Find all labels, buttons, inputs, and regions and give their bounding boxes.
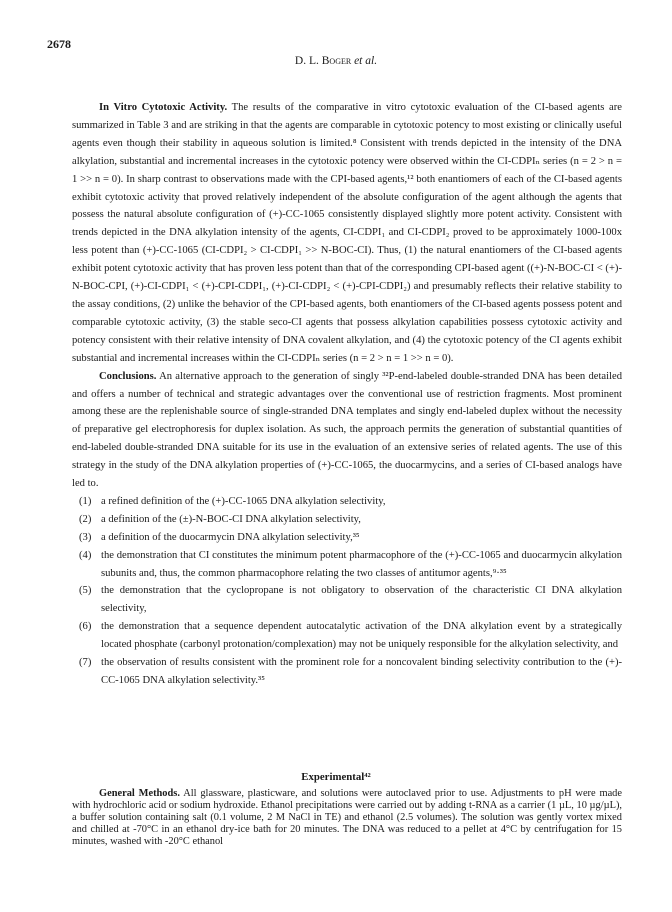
list-item xyxy=(72,547,622,583)
list-item-number: (3) xyxy=(79,531,92,543)
experimental-title: Experimental⁴² xyxy=(301,771,371,783)
list-item-number: (4) xyxy=(79,549,92,561)
list-item-text: a definition of the duocarmycin DNA alkylation selectivity,³⁵ xyxy=(101,531,360,543)
list-item-number: (1) xyxy=(79,495,92,507)
list-item xyxy=(72,529,622,547)
conclusions-paragraph xyxy=(72,368,622,493)
list-item-text: the demonstration that a sequence dependent autocatalytic activation of the DNA alkylation event by a strategically located phosphate (carbonyl protonation/complexation) may not be uniquely responsible for the alkylation selectivity, and xyxy=(101,621,622,651)
cytotoxic-heading: In Vitro Cytotoxic Activity. xyxy=(99,102,228,113)
list-item-number: (7) xyxy=(79,657,92,669)
list-item-number: (6) xyxy=(79,621,92,633)
list-item-number: (2) xyxy=(79,513,92,525)
list-item xyxy=(72,511,622,529)
list-item-text: the demonstration that the cyclopropane is not obligatory to observation of the characteristic CI DNA alkylation selectivity, xyxy=(101,585,622,615)
running-header xyxy=(0,55,672,67)
experimental-body xyxy=(72,788,622,848)
list-item xyxy=(72,582,622,618)
list-item-number: (5) xyxy=(79,585,92,597)
cytotoxic-paragraph xyxy=(72,99,622,368)
conclusions-heading: Conclusions. xyxy=(99,370,157,382)
conclusions-text: An alternative approach to the generation of singly ³²P-end-labeled double-stranded DNA has been detailed and offers a number of technical and strategic advantages over the conventional use of restriction fragments. Most prominent among these are the replenishable source of single-stranded DNA templates and singly end-labeled duplex without the necessity of preparative gel electrophoresis for duplex isolation. As such, the approach permits the generation of substantial quantities of end-labeled double-stranded DNA suitable for its use in the evaluation of an extensive series of related agents. The use of this strategy in the study of the DNA alkylation properties of (+)-CC-1065, the duocarmycins, and a series of CI-based analogs have led to. xyxy=(72,370,622,490)
list-item xyxy=(72,493,622,511)
list-item xyxy=(72,654,622,690)
list-item-text: the demonstration that CI constitutes the minimum potent pharmacophore of the (+)-CC-1065 and duocarmycin alkylation subunits and, thus, the common pharmacophore relating the two classes of antitumor agents,⁹·³⁵ xyxy=(101,549,622,579)
running-header-et-al: et al. xyxy=(351,55,378,67)
page-number: 2678 xyxy=(47,37,71,51)
running-header-initials: D. L. xyxy=(294,55,322,67)
cytotoxic-text: The results of the comparative in vitro cytotoxic evaluation of the CI-based agents are summarized in Table 3 and are striking in that the agents are comparable in cytotoxic potency to most existing or clinically useful agents even though their stability in aqueous solution is limited.⁸ Consistent with trends depicted in the intensity of the DNA alkylation, substantial and incremental increases in the cytotoxic potency were observed within the CI-CDPIₙ series (n = 2 > n = 1 >> n = 0). In sharp contrast to observations made with the CPI-based agents,¹² both enantiomers of each of the CI-based agents exhibit cytotoxic activity that proved relatively independent of the absolute configuration of the agent although the agents that possess the natural absolute configuration of (+)-CC-1065 consistently displayed slightly more potent activity. Consistent with trends depicted in the DNA alkylation intensity of the agents, CI-CDPI₁ and CI-CDPI₂ proved to be approximately 1000-100x less potent than (+)-CC-1065 (CI-CDPI₂ > CI-CDPI₁ >> N-BOC-CI). Thus, (1) the natural enantiomers of the CI-based agents exhibit potent cytotoxic activity that has proven less potent than that of the corresponding CPI-based agent ((+)-N-BOC-CI < (+)-N-BOC-CPI, (+)-CI-CDPI₁ < (+)-CPI-CDPI₁, (+)-CI-CDPI₂ < (+)-CPI-CDPI₂) and presumably reflects their relative stability to the assay conditions, (2) unlike the behavior of the CPI-based agents, both enantiomers of the CI-based agents possess potent and comparable cytotoxic activity, (3) the stable seco-CI agents that possess alkylation capabilities possess cytotoxic activity and potency consistent with their relative intensity of DNA covalent alkylation, and (4) the cytotoxic potency of the CI agents exhibit substantial and incremental increases within the CI-CDPIₙ series (n = 2 > n = 1 >> n = 0). xyxy=(72,102,622,364)
conclusions-list xyxy=(72,493,622,690)
general-methods-text: All glassware, plasticware, and solutions were autoclaved prior to use. Adjustments to pH were made with hydrochloric acid or sodium hydroxide. Ethanol precipitations were carried out by adding t-RNA as a carrier (1 µL, 10 µg/µL), a buffer solution containing salt (0.1 volume, 2 M NaCl in TE) and ethanol (2.5 volumes). The solution was gently vortex mixed and chilled at -70°C in an ethanol dry-ice bath for 20 minutes. The DNA was reduced to a pellet at 4°C by centrifugation for 15 minutes, washed with -20°C ethanol xyxy=(72,788,622,847)
article-body xyxy=(72,99,622,690)
general-methods-paragraph xyxy=(72,788,622,848)
list-item-text: a refined definition of the (+)-CC-1065 DNA alkylation selectivity, xyxy=(101,495,386,507)
list-item xyxy=(72,618,622,654)
list-item-text: the observation of results consistent with the prominent role for a noncovalent binding selectivity contribution to the (+)-CC-1065 DNA alkylation selectivity.³⁵ xyxy=(101,657,622,686)
running-header-surname: Boger xyxy=(321,55,352,67)
list-item-text: a definition of the (±)-N-BOC-CI DNA alkylation selectivity, xyxy=(101,513,361,525)
general-methods-heading: General Methods. xyxy=(99,788,180,799)
